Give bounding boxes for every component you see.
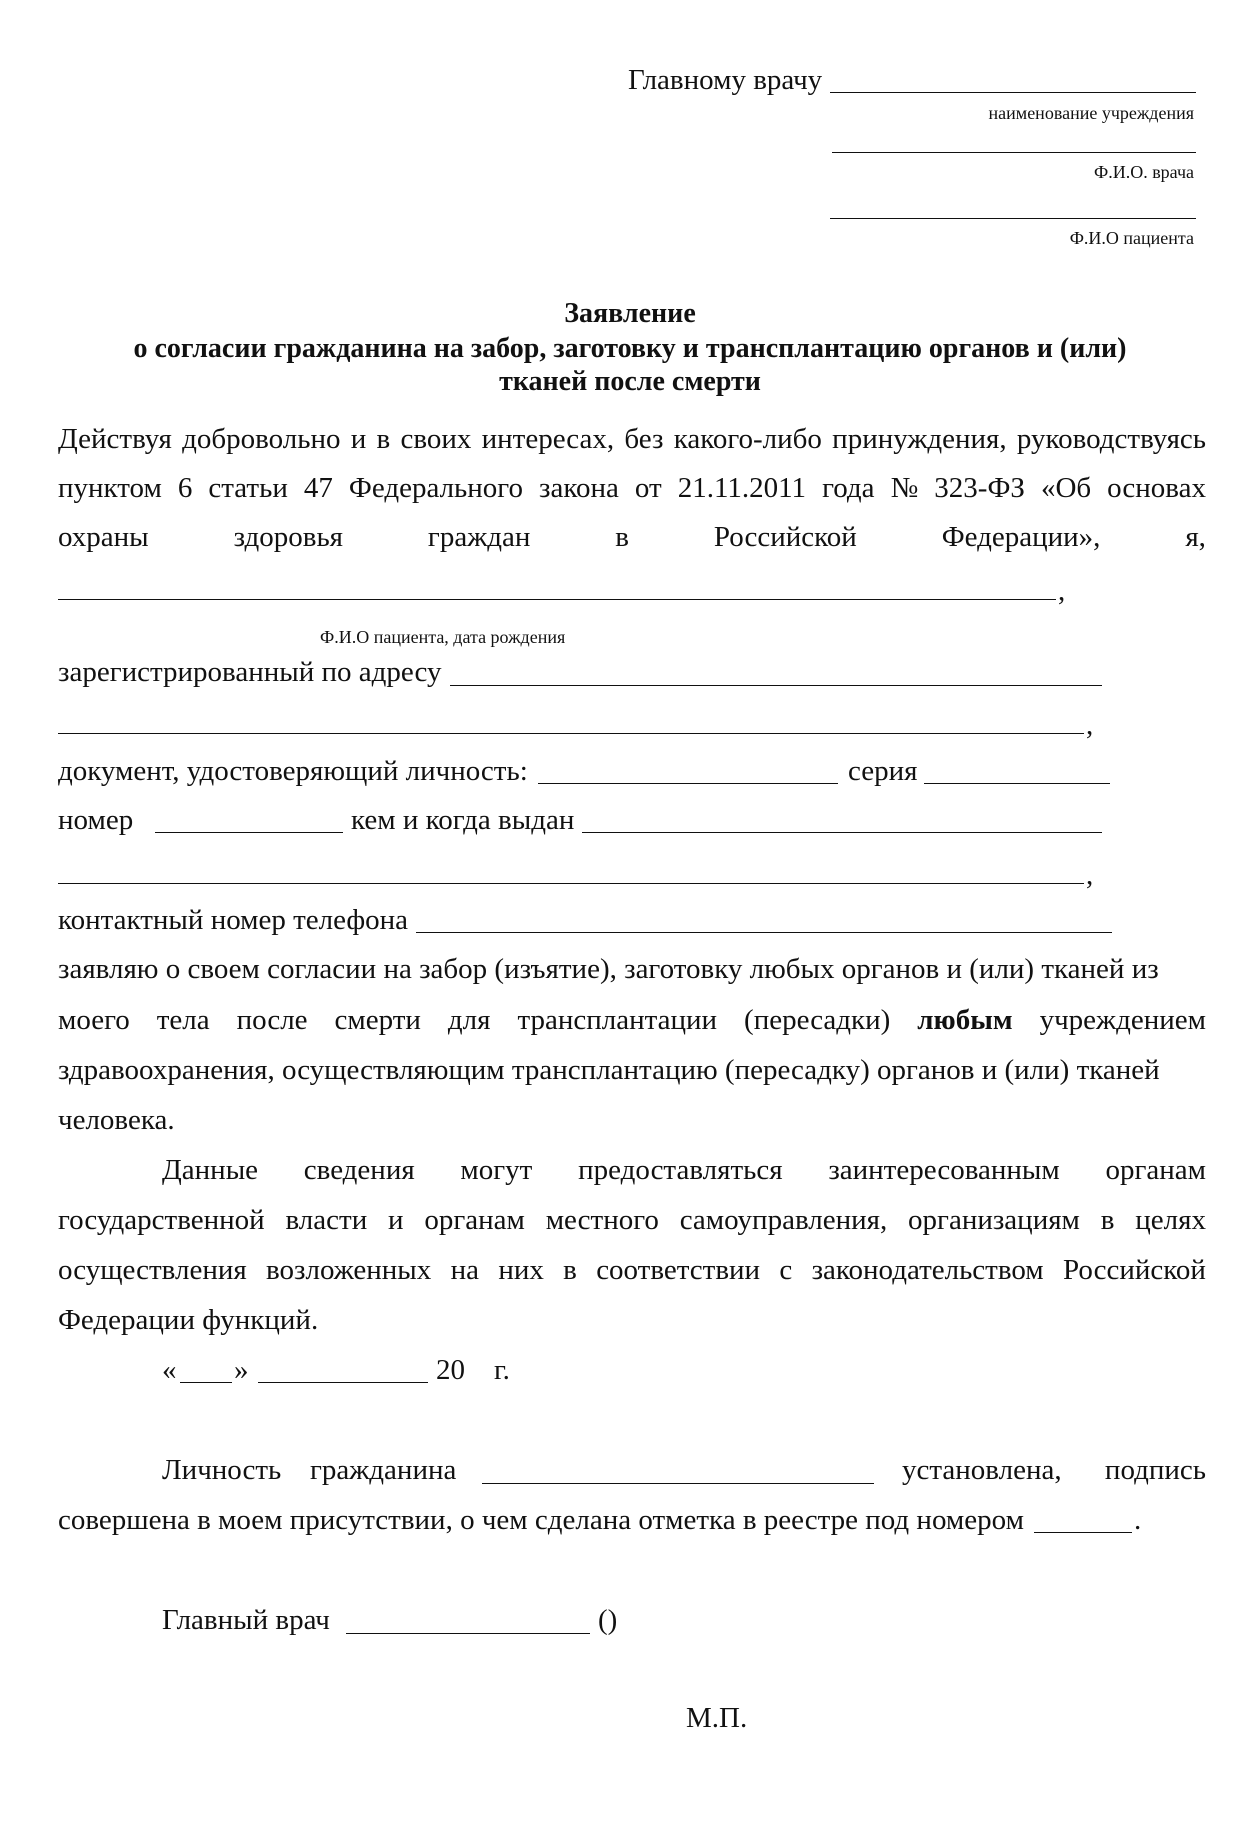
word: сведения bbox=[303, 1154, 415, 1186]
word: Российской bbox=[1062, 1254, 1206, 1286]
number-label: номер bbox=[58, 804, 134, 836]
stamp-place: М.П. bbox=[686, 1702, 748, 1734]
word: года bbox=[822, 472, 875, 504]
word: Данные bbox=[162, 1154, 259, 1186]
chief-doctor-label: Главный врач bbox=[162, 1604, 330, 1636]
word: могут bbox=[460, 1154, 533, 1186]
word: Федерального bbox=[348, 472, 523, 504]
word: статьи bbox=[208, 472, 288, 504]
series-field[interactable] bbox=[924, 783, 1110, 784]
year-suffix: г. bbox=[494, 1354, 510, 1386]
month-field[interactable] bbox=[258, 1382, 428, 1383]
word: № bbox=[890, 472, 919, 504]
word: смерти bbox=[334, 1004, 421, 1036]
institution-caption: наименование учреждения bbox=[988, 103, 1194, 123]
patient-name-caption: Ф.И.О пациента bbox=[1069, 228, 1194, 248]
phone-field[interactable] bbox=[416, 932, 1112, 933]
citizen-name-field[interactable] bbox=[482, 1483, 874, 1484]
period: . bbox=[1134, 1504, 1142, 1536]
word: них bbox=[498, 1254, 544, 1286]
word: соответствии bbox=[596, 1254, 761, 1286]
consent-line-3: здравоохранения, осуществляющим трансплантацию (пересадку) органов и (или) тканей bbox=[58, 1054, 1160, 1086]
day-field[interactable] bbox=[180, 1382, 232, 1383]
signature-parens: () bbox=[598, 1604, 618, 1636]
id-document-label: документ, удостоверяющий личность: bbox=[58, 755, 528, 787]
word: местного bbox=[545, 1204, 659, 1236]
address-field-line-2[interactable] bbox=[58, 733, 1084, 734]
patient-name-dob-field[interactable] bbox=[58, 599, 1056, 600]
comma: , bbox=[1086, 709, 1094, 741]
identity-word-3: установлена, bbox=[902, 1454, 1062, 1486]
word: пунктом bbox=[58, 472, 162, 504]
intro-line-2 bbox=[58, 474, 1206, 503]
word: в bbox=[1100, 1204, 1115, 1236]
word: с bbox=[779, 1254, 793, 1286]
consent-line-4: человека. bbox=[58, 1104, 175, 1136]
patient-name-field[interactable] bbox=[830, 218, 1196, 219]
word: я, bbox=[1185, 521, 1206, 553]
word: органам bbox=[424, 1204, 525, 1236]
word: интересах, bbox=[481, 423, 615, 455]
word: и bbox=[388, 1204, 404, 1236]
word: своих bbox=[400, 423, 472, 455]
word: моего bbox=[58, 1004, 130, 1036]
word: власти bbox=[285, 1204, 368, 1236]
phone-label: контактный номер телефона bbox=[58, 904, 409, 936]
address-label: зарегистрированный по адресу bbox=[58, 656, 442, 688]
comma: , bbox=[1058, 575, 1066, 607]
word: в bbox=[615, 521, 629, 553]
doctor-name-field[interactable] bbox=[832, 152, 1196, 153]
open-quote: « bbox=[162, 1354, 177, 1386]
data-paragraph-line-4: Федерации функций. bbox=[58, 1304, 319, 1336]
word: от bbox=[634, 472, 662, 504]
word: 47 bbox=[303, 472, 333, 504]
word: 6 bbox=[177, 472, 193, 504]
word: в bbox=[563, 1254, 577, 1286]
word: охраны bbox=[58, 521, 149, 553]
word: самоуправления, bbox=[679, 1204, 888, 1236]
document-subtitle-line-1: о согласии гражданина на забор, заготовку и трансплантацию органов и (или) bbox=[133, 333, 1127, 364]
id-document-field[interactable] bbox=[538, 783, 838, 784]
chief-signature-field[interactable] bbox=[346, 1633, 590, 1634]
word: осуществления bbox=[58, 1254, 247, 1286]
issued-by-field[interactable] bbox=[582, 832, 1102, 833]
word: закона bbox=[539, 472, 619, 504]
word: заинтересованным bbox=[828, 1154, 1060, 1186]
word: 323-ФЗ bbox=[934, 472, 1025, 504]
close-quote: » bbox=[234, 1354, 249, 1386]
addressee-label: Главному врачу bbox=[628, 64, 823, 96]
issued-by-label: кем и когда выдан bbox=[351, 804, 575, 836]
word: руководствуясь bbox=[1016, 423, 1206, 455]
address-field[interactable] bbox=[450, 685, 1102, 686]
word: в bbox=[376, 423, 391, 455]
word: возложенных bbox=[266, 1254, 432, 1286]
word: тела bbox=[156, 1004, 210, 1036]
word: законодательством bbox=[811, 1254, 1044, 1286]
word: 21.11.2011 bbox=[677, 472, 807, 504]
series-label: серия bbox=[848, 755, 918, 787]
word: предоставляться bbox=[578, 1154, 783, 1186]
word: здоровья bbox=[233, 521, 344, 553]
consent-line-2 bbox=[58, 1006, 1206, 1035]
identity-line-2: совершена в моем присутствии, о чем сделана отметка в реестре под номером bbox=[58, 1504, 1024, 1536]
word: без bbox=[624, 423, 664, 455]
word: «Об bbox=[1040, 472, 1092, 504]
data-paragraph-line-2 bbox=[58, 1206, 1206, 1235]
data-paragraph-line-3 bbox=[58, 1256, 1206, 1285]
registry-number-field[interactable] bbox=[1034, 1532, 1132, 1533]
document-title: Заявление bbox=[564, 298, 696, 329]
data-paragraph-line-1 bbox=[162, 1156, 1206, 1185]
consent-line-1: заявляю о своем согласии на забор (изъятие), заготовку любых органов и (или) тканей из bbox=[58, 953, 1159, 985]
identity-word-2: гражданина bbox=[310, 1454, 457, 1486]
identity-word-1: Личность bbox=[162, 1454, 282, 1486]
word: добровольно bbox=[182, 423, 341, 455]
word: основах bbox=[1107, 472, 1206, 504]
word: для bbox=[447, 1004, 491, 1036]
word: Российской bbox=[713, 521, 857, 553]
word: органам bbox=[1105, 1154, 1206, 1186]
word: и bbox=[350, 423, 367, 455]
institution-field[interactable] bbox=[830, 92, 1196, 93]
word: трансплантации bbox=[517, 1004, 718, 1036]
word: учреждением bbox=[1039, 1004, 1206, 1036]
word: после bbox=[236, 1004, 308, 1036]
comma: , bbox=[1086, 859, 1094, 891]
emphasized-word: любым bbox=[917, 1004, 1013, 1036]
document-subtitle-line-2: тканей после смерти bbox=[499, 366, 761, 397]
identity-word-4: подпись bbox=[1104, 1454, 1206, 1486]
word: целях bbox=[1135, 1204, 1206, 1236]
word: принуждения, bbox=[832, 423, 1007, 455]
patient-name-dob-caption: Ф.И.О пациента, дата рождения bbox=[320, 627, 566, 647]
word: граждан bbox=[427, 521, 531, 553]
intro-line-1 bbox=[58, 425, 1206, 454]
doctor-name-caption: Ф.И.О. врача bbox=[1093, 162, 1194, 182]
word: (пересадки) bbox=[744, 1004, 891, 1036]
word: какого-либо bbox=[673, 423, 822, 455]
word: Федерации», bbox=[941, 521, 1101, 553]
word: Действуя bbox=[58, 423, 172, 455]
year-prefix: 20 bbox=[436, 1354, 465, 1386]
word: организациям bbox=[908, 1204, 1080, 1236]
issued-by-field-line-2[interactable] bbox=[58, 883, 1084, 884]
number-field[interactable] bbox=[155, 832, 343, 833]
word: на bbox=[450, 1254, 479, 1286]
intro-line-3 bbox=[58, 523, 1206, 552]
word: государственной bbox=[58, 1204, 265, 1236]
